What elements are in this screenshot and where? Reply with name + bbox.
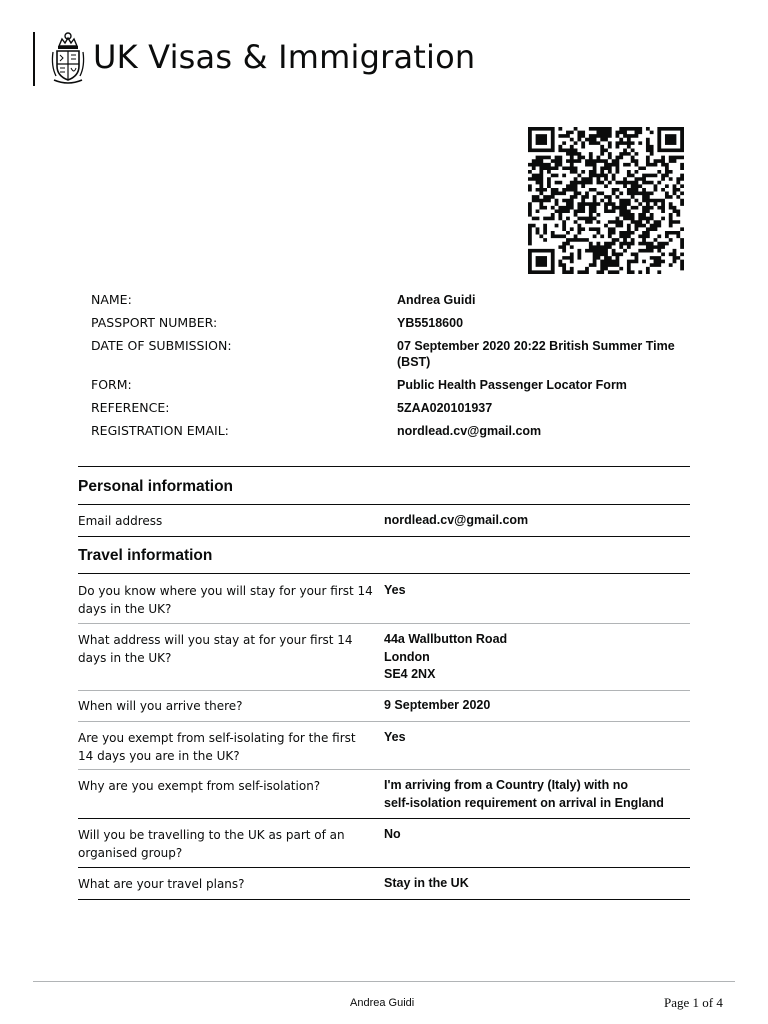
page-number: Page 1 of 4 [664, 995, 723, 1010]
footer-divider [33, 981, 735, 982]
summary-label: NAME: [91, 292, 132, 307]
summary-label: REFERENCE: [91, 400, 170, 415]
question-text: What address will you stay at for your first 14 days in the UK? [78, 633, 353, 665]
row-divider [78, 899, 690, 900]
summary-label: PASSPORT NUMBER: [91, 315, 218, 330]
summary-value: YB5518600 [397, 316, 464, 330]
section-title-travel: Travel information [78, 547, 213, 564]
section-divider [78, 504, 690, 505]
question-text: Do you know where you will stay for your first 14 days in the UK? [78, 584, 373, 616]
row-divider [78, 721, 690, 722]
answer-text: 44a Wallbutton Road London SE4 2NX [384, 632, 508, 681]
answer-text: Yes [384, 730, 406, 744]
page-title: UK Visas & Immigration [93, 38, 476, 76]
answer-text: Stay in the UK [384, 876, 469, 890]
answer-text: I'm arriving from a Country (Italy) with no self-isolation requirement on arrival in England [384, 778, 664, 810]
row-divider [78, 690, 690, 691]
summary-value: Public Health Passenger Locator Form [397, 378, 627, 392]
answer-text: 9 September 2020 [384, 698, 491, 712]
summary-value: Andrea Guidi [397, 293, 476, 307]
row-divider [78, 769, 690, 770]
summary-label: REGISTRATION EMAIL: [91, 423, 229, 438]
summary-value: nordlead.cv@gmail.com [397, 424, 542, 438]
summary-value: 5ZAA020101937 [397, 401, 493, 415]
section-divider [78, 573, 690, 574]
footer-name: Andrea Guidi [350, 997, 415, 1009]
answer-text: nordlead.cv@gmail.com [384, 513, 529, 527]
summary-label: DATE OF SUBMISSION: [91, 338, 232, 353]
answer-text: Yes [384, 583, 406, 597]
row-divider [78, 623, 690, 624]
royal-crest-icon [50, 30, 86, 86]
row-divider [78, 867, 690, 868]
question-text: Email address [78, 514, 163, 528]
section-divider [78, 536, 690, 537]
question-text: Will you be travelling to the UK as part of an organised group? [78, 828, 345, 860]
section-title-personal: Personal information [78, 478, 234, 495]
qr-code-icon [528, 127, 684, 274]
summary-label: FORM: [91, 377, 132, 392]
brand-divider [33, 32, 35, 86]
row-divider [78, 818, 690, 819]
answer-text: No [384, 827, 401, 841]
question-text: What are your travel plans? [78, 877, 245, 891]
question-text: When will you arrive there? [78, 699, 243, 713]
section-divider [78, 466, 690, 467]
question-text: Why are you exempt from self-isolation? [78, 779, 321, 793]
question-text: Are you exempt from self-isolating for the first 14 days you are in the UK? [78, 731, 356, 763]
summary-value: 07 September 2020 20:22 British Summer Time (BST) [397, 339, 675, 369]
